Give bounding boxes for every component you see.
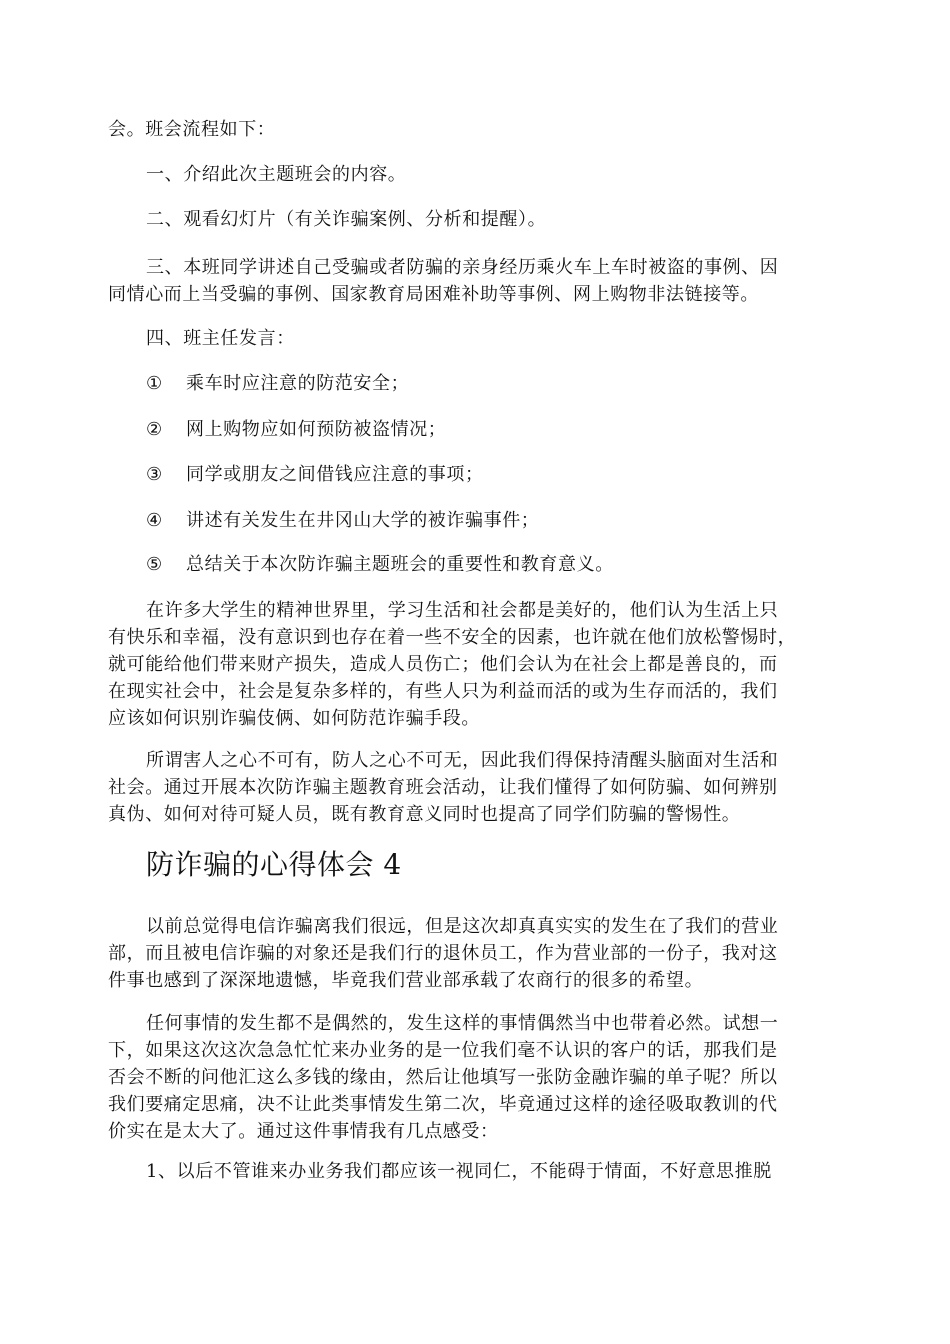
point-text: 同学或朋友之间借钱应注意的事项；	[186, 464, 484, 485]
point-text: 乘车时应注意的防范安全；	[186, 373, 410, 394]
point-number: ①	[146, 373, 163, 394]
paragraph-line: 所谓害人之心不可有，防人之心不可无，因此我们得保持清醒头脑面对生活和	[146, 750, 779, 771]
point-number: ⑤	[146, 554, 163, 575]
step-4-text: 四、班主任发言：	[146, 328, 295, 349]
point-text: 总结关于本次防诈骗主题班会的重要性和教育意义。	[186, 554, 614, 575]
paragraph-1	[108, 597, 848, 732]
point-number: ②	[146, 419, 163, 440]
paragraph-line: 部，而且被电信诈骗的对象还是我们行的退休员工，作为营业部的一份子，我对这	[108, 943, 778, 964]
teacher-point	[146, 461, 484, 488]
point-number: ③	[146, 464, 163, 485]
point-1	[108, 1158, 848, 1185]
step-1	[108, 161, 848, 188]
point-text: 网上购物应如何预防被盗情况；	[186, 419, 447, 440]
point-1-text: 1、以后不管谁来办业务我们都应该一视同仁，不能碍于情面，不好意思推脱	[146, 1161, 772, 1182]
point-text: 讲述有关发生在井冈山大学的被诈骗事件；	[186, 510, 540, 531]
paragraph-line: 价实在是太大了。通过这件事情我有几点感受：	[108, 1121, 499, 1142]
step-1-text: 一、介绍此次主题班会的内容。	[146, 164, 407, 185]
intro-line	[108, 116, 848, 143]
point-number: ④	[146, 510, 163, 531]
paragraph-line: 在许多大学生的精神世界里，学习生活和社会都是美好的，他们认为生活上只	[146, 600, 779, 621]
paragraph-4	[108, 1010, 848, 1145]
paragraph-line: 在现实社会中，社会是复杂多样的，有些人只为利益而活的或为生存而活的，我们	[108, 681, 778, 702]
paragraph-line: 我们要痛定思痛，决不让此类事情发生第二次，毕竟通过这样的途径吸取教训的代	[108, 1094, 778, 1115]
paragraph-line: 社会。通过开展本次防诈骗主题教育班会活动，让我们懂得了如何防骗、如何辨别	[108, 777, 778, 798]
section-heading: 防诈骗的心得体会 4	[146, 848, 402, 881]
teacher-point	[146, 551, 614, 578]
paragraph-line: 下，如果这次这次急急忙忙来办业务的是一位我们毫不认识的客户的话，那我们是	[108, 1040, 778, 1061]
paragraph-line: 应该如何识别诈骗伎俩、如何防范诈骗手段。	[108, 708, 480, 729]
paragraph-3	[108, 913, 848, 994]
teacher-point	[146, 507, 539, 534]
step-3-line: 三、本班同学讲述自己受骗或者防骗的亲身经历乘火车上车时被盗的事例、因	[146, 257, 779, 278]
paragraph-line: 否会不断的问他汇这么多钱的缘由，然后让他填写一张防金融诈骗的单子呢？所以	[108, 1067, 778, 1088]
step-4	[108, 325, 848, 352]
paragraph-line: 真伪、如何对待可疑人员，既有教育意义同时也提高了同学们防骗的警惕性。	[108, 804, 741, 825]
paragraph-2	[108, 747, 848, 828]
step-2-text: 二、观看幻灯片（有关诈骗案例、分析和提醒）。	[146, 209, 547, 230]
paragraph-line: 件事也感到了深深地遗憾，毕竟我们营业部承载了农商行的很多的希望。	[108, 970, 704, 991]
teacher-point	[146, 370, 409, 397]
paragraph-line: 以前总觉得电信诈骗离我们很远，但是这次却真真实实的发生在了我们的营业	[146, 916, 779, 937]
paragraph-line: 有快乐和幸福，没有意识到也存在着一些不安全的因素，也许就在他们放松警惕时，	[108, 627, 797, 648]
step-3-paragraph	[108, 254, 848, 308]
paragraph-line: 就可能给他们带来财产损失，造成人员伤亡；他们会认为在社会上都是善良的，而	[108, 654, 778, 675]
teacher-point	[146, 416, 446, 443]
intro-text: 会。班会流程如下：	[108, 119, 276, 140]
paragraph-line: 任何事情的发生都不是偶然的，发生这样的事情偶然当中也带着必然。试想一	[146, 1013, 779, 1034]
step-2	[108, 206, 848, 233]
step-3-line: 同情心而上当受骗的事例、国家教育局困难补助等事例、网上购物非法链接等。	[108, 284, 759, 305]
